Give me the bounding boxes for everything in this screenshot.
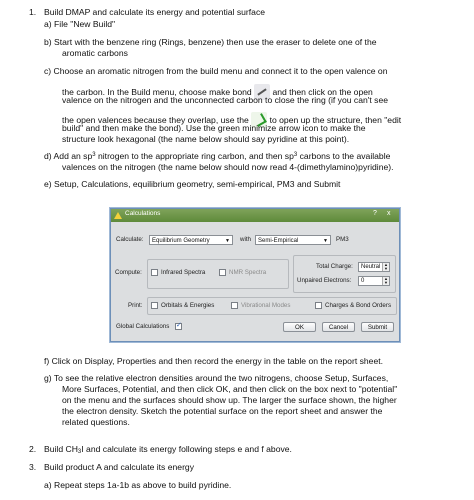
spinner-arrows-icon[interactable]: ▲ ▼ bbox=[382, 277, 389, 285]
charge-group bbox=[293, 255, 396, 293]
step-1c-line-2a: the carbon. In the Build menu, choose make bond bbox=[62, 87, 252, 97]
close-button[interactable]: x bbox=[387, 210, 391, 217]
calculations-dialog bbox=[110, 208, 400, 342]
step-1a: a) File "New Build" bbox=[44, 19, 116, 29]
app-logo-icon bbox=[114, 212, 122, 219]
total-charge-value: Neutral bbox=[361, 264, 381, 270]
method-select-value: Semi-Empirical bbox=[258, 238, 299, 244]
infrared-label: Infrared Spectra bbox=[161, 269, 206, 276]
submit-button[interactable]: Submit bbox=[361, 322, 394, 332]
step-2-number: 2. bbox=[29, 444, 37, 454]
calculate-select-value: Equilibrium Geometry bbox=[152, 238, 210, 244]
with-label: with bbox=[240, 236, 252, 243]
step-1d-sup-1: 3 bbox=[92, 152, 96, 158]
step-2-text bbox=[44, 444, 292, 455]
step-3-number: 3. bbox=[29, 462, 37, 472]
global-calculations-label: Global Calculations bbox=[116, 323, 170, 330]
nmr-checkbox[interactable] bbox=[219, 269, 226, 276]
method-select[interactable] bbox=[255, 235, 331, 245]
infrared-checkbox[interactable] bbox=[151, 269, 158, 276]
step-1c-line-3: valence on the nitrogen and the unconnected carbon to close the ring (if you can't see bbox=[62, 95, 389, 105]
step-1c-line-4a: the open valences because they overlap, use the bbox=[62, 115, 249, 125]
step-1d-text-c: carbons to the available bbox=[297, 151, 391, 161]
calculate-select[interactable] bbox=[149, 235, 233, 245]
vibrational-label: Vibrational Modes bbox=[241, 302, 291, 309]
step-1d-sup-2: 3 bbox=[293, 152, 298, 158]
unpaired-value: 0 bbox=[361, 278, 365, 284]
dialog-title: Calculations bbox=[125, 210, 161, 217]
step-1d-line-1 bbox=[44, 151, 390, 162]
dialog-titlebar[interactable] bbox=[111, 209, 399, 222]
chevron-down-icon: ▼ bbox=[225, 238, 230, 244]
step-1-title: Build DMAP and calculate its energy and potential surface bbox=[44, 7, 266, 17]
step-1g-line-3: on the menu and the surfaces should show up. The larger the surface shown, the higher bbox=[62, 395, 397, 405]
step-1d-text-a: d) Add an sp bbox=[44, 151, 93, 161]
step-1c-line-1: c) Choose an aromatic nitrogen from the build menu and connect it to the open valence on bbox=[44, 66, 388, 76]
step-1b-line-2: aromatic carbons bbox=[62, 48, 128, 58]
step-1-number: 1. bbox=[29, 7, 37, 17]
step-1c-line-2b: and then click on the open bbox=[272, 87, 373, 97]
global-calculations-checkbox[interactable] bbox=[175, 323, 182, 330]
step-1g-line-5: related questions. bbox=[62, 417, 130, 427]
step-1c-line-5: build" and then make the bond). Use the green minimize arrow icon to make the bbox=[62, 123, 366, 133]
print-label: Print: bbox=[128, 302, 143, 309]
unpaired-label: Unpaired Electrons: bbox=[297, 277, 352, 284]
step-3a: a) Repeat steps 1a-1b as above to build pyridine. bbox=[44, 480, 232, 490]
total-charge-label: Total Charge: bbox=[316, 263, 353, 270]
cancel-button[interactable]: Cancel bbox=[322, 322, 355, 332]
step-1d-line-2: valences on the nitrogen (the name below should now read 4-(dimethylamino)pyridine). bbox=[62, 162, 394, 172]
help-button[interactable]: ? bbox=[373, 210, 377, 217]
step-2-text-b: I and calculate its energy following steps e and f above. bbox=[81, 444, 292, 454]
step-1g-line-2: More Surfaces, Potential, and then click OK, and then click on the box next to "potential" bbox=[62, 384, 398, 394]
nmr-label: NMR Spectra bbox=[229, 269, 267, 276]
basis-label: PM3 bbox=[336, 236, 349, 243]
step-1c-line-4b: to open up the structure, then "edit bbox=[269, 115, 402, 125]
step-1f: f) Click on Display, Properties and then record the energy in the table on the report sheet. bbox=[44, 356, 384, 366]
step-1g-line-1: g) To see the relative electron densities around the two nitrogens, choose Setup, Surfaces, bbox=[44, 373, 389, 383]
step-1e: e) Setup, Calculations, equilibrium geometry, semi-empirical, PM3 and Submit bbox=[44, 179, 341, 189]
charges-checkbox[interactable] bbox=[315, 302, 322, 309]
step-2-subscript: 3 bbox=[77, 449, 82, 455]
calculate-label: Calculate: bbox=[116, 236, 144, 243]
charges-label: Charges & Bond Orders bbox=[325, 302, 392, 309]
step-1c-line-6: structure look hexagonal (the name below should say pyridine at this point). bbox=[62, 134, 350, 144]
orbitals-checkbox[interactable] bbox=[151, 302, 158, 309]
chevron-down-icon: ▼ bbox=[323, 238, 328, 244]
orbitals-label: Orbitals & Energies bbox=[161, 302, 215, 309]
step-1d-text-b: nitrogen to the appropriate ring carbon, and then sp bbox=[95, 151, 294, 161]
step-1b-line-1: b) Start with the benzene ring (Rings, benzene) then use the eraser to delete one of the bbox=[44, 37, 377, 47]
step-2-text-a: Build CH bbox=[44, 444, 78, 454]
step-3-text: Build product A and calculate its energy bbox=[44, 462, 195, 472]
unpaired-spinner[interactable] bbox=[358, 276, 390, 286]
spinner-arrows-icon[interactable]: ▲ ▼ bbox=[382, 263, 389, 271]
step-1g-line-4: the electron density. Sketch the potential surface on the report sheet and answer the bbox=[62, 406, 383, 416]
compute-label: Compute: bbox=[115, 269, 142, 276]
ok-button[interactable]: OK bbox=[283, 322, 316, 332]
vibrational-checkbox[interactable] bbox=[231, 302, 238, 309]
total-charge-spinner[interactable] bbox=[358, 262, 390, 272]
